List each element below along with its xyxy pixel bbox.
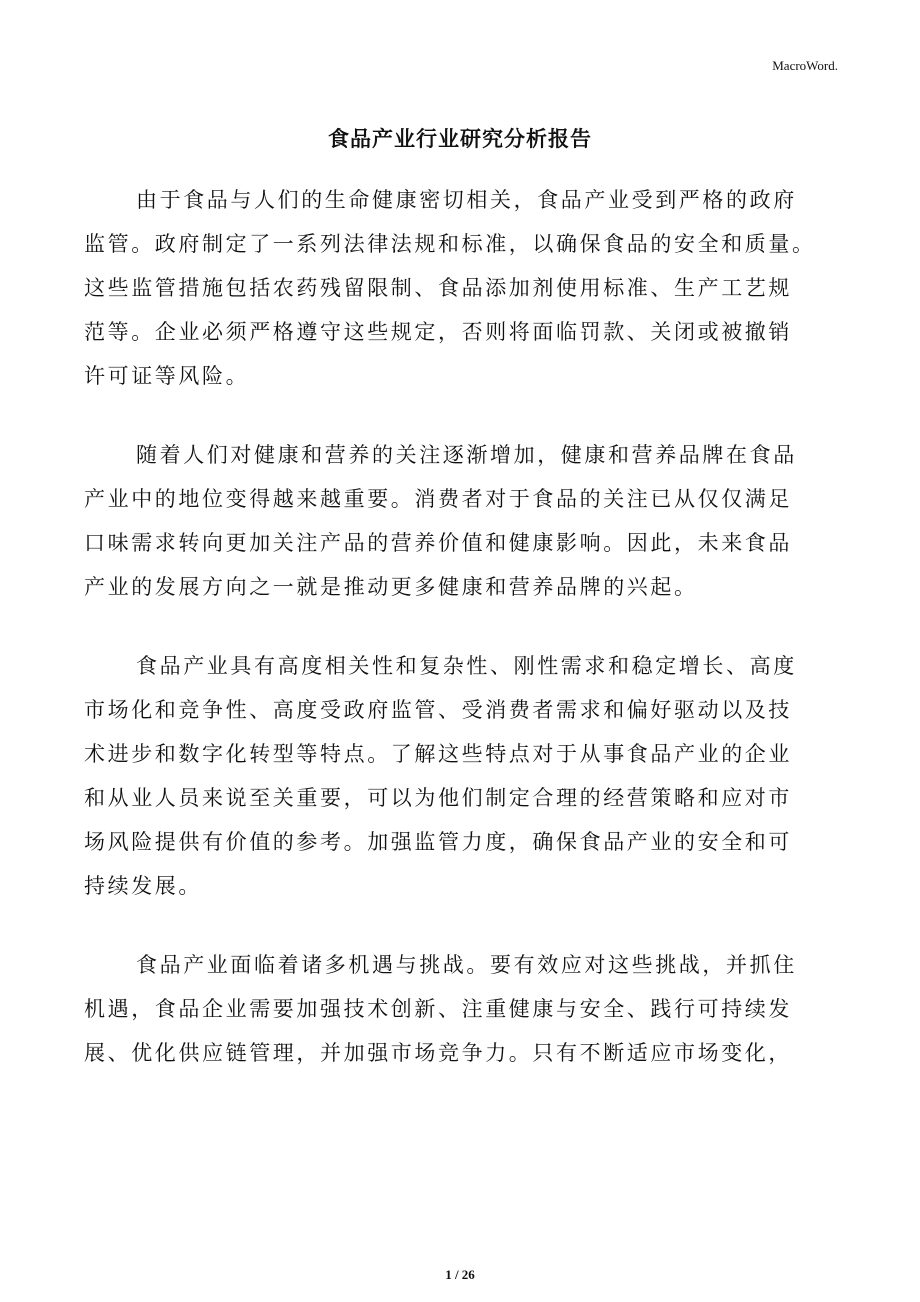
text-line: 产业中的地位变得越来越重要。消费者对于食品的关注已从仅仅满足: [84, 487, 792, 511]
text-line: 和从业人员来说至关重要，可以为他们制定合理的经营策略和应对市: [84, 786, 792, 810]
text-line: 机遇，食品企业需要加强技术创新、注重健康与安全、践行可持续发: [84, 997, 792, 1021]
text-line: 场风险提供有价值的参考。加强监管力度，确保食品产业的安全和可: [84, 830, 792, 854]
text-line: 食品产业面临着诸多机遇与挑战。要有效应对这些挑战，并抓住: [136, 953, 797, 977]
text-line: 产业的发展方向之一就是推动更多健康和营养品牌的兴起。: [84, 575, 698, 599]
text-line: 这些监管措施包括农药残留限制、食品添加剂使用标准、生产工艺规: [84, 276, 792, 300]
paragraph-3: [84, 644, 844, 908]
header-brand: MacroWord.: [772, 58, 838, 73]
document-body: [84, 178, 844, 1110]
paragraph-2: [84, 433, 844, 609]
page-number: 1 / 26: [445, 1267, 475, 1282]
paragraph-1: [84, 178, 844, 398]
paragraph-4: [84, 943, 844, 1075]
text-line: 随着人们对健康和营养的关注逐渐增加，健康和营养品牌在食品: [136, 443, 797, 467]
text-line: 口味需求转向更加关注产品的营养价值和健康影响。因此，未来食品: [84, 531, 792, 555]
text-line: 食品产业具有高度相关性和复杂性、刚性需求和稳定增长、高度: [136, 654, 797, 678]
text-line: 展、优化供应链管理，并加强市场竞争力。只有不断适应市场变化，: [84, 1041, 792, 1065]
text-line: 市场化和竞争性、高度受政府监管、受消费者需求和偏好驱动以及技: [84, 698, 792, 722]
text-line: 范等。企业必须严格遵守这些规定，否则将面临罚款、关闭或被撤销: [84, 320, 792, 344]
text-line: 由于食品与人们的生命健康密切相关，食品产业受到严格的政府: [136, 188, 797, 212]
page-title: 食品产业行业研究分析报告: [328, 127, 592, 151]
text-line: 术进步和数字化转型等特点。了解这些特点对于从事食品产业的企业: [84, 742, 792, 766]
text-line: 监管。政府制定了一系列法律法规和标准，以确保食品的安全和质量。: [84, 232, 816, 256]
text-line: 许可证等风险。: [84, 364, 250, 388]
text-line: 持续发展。: [84, 874, 202, 898]
